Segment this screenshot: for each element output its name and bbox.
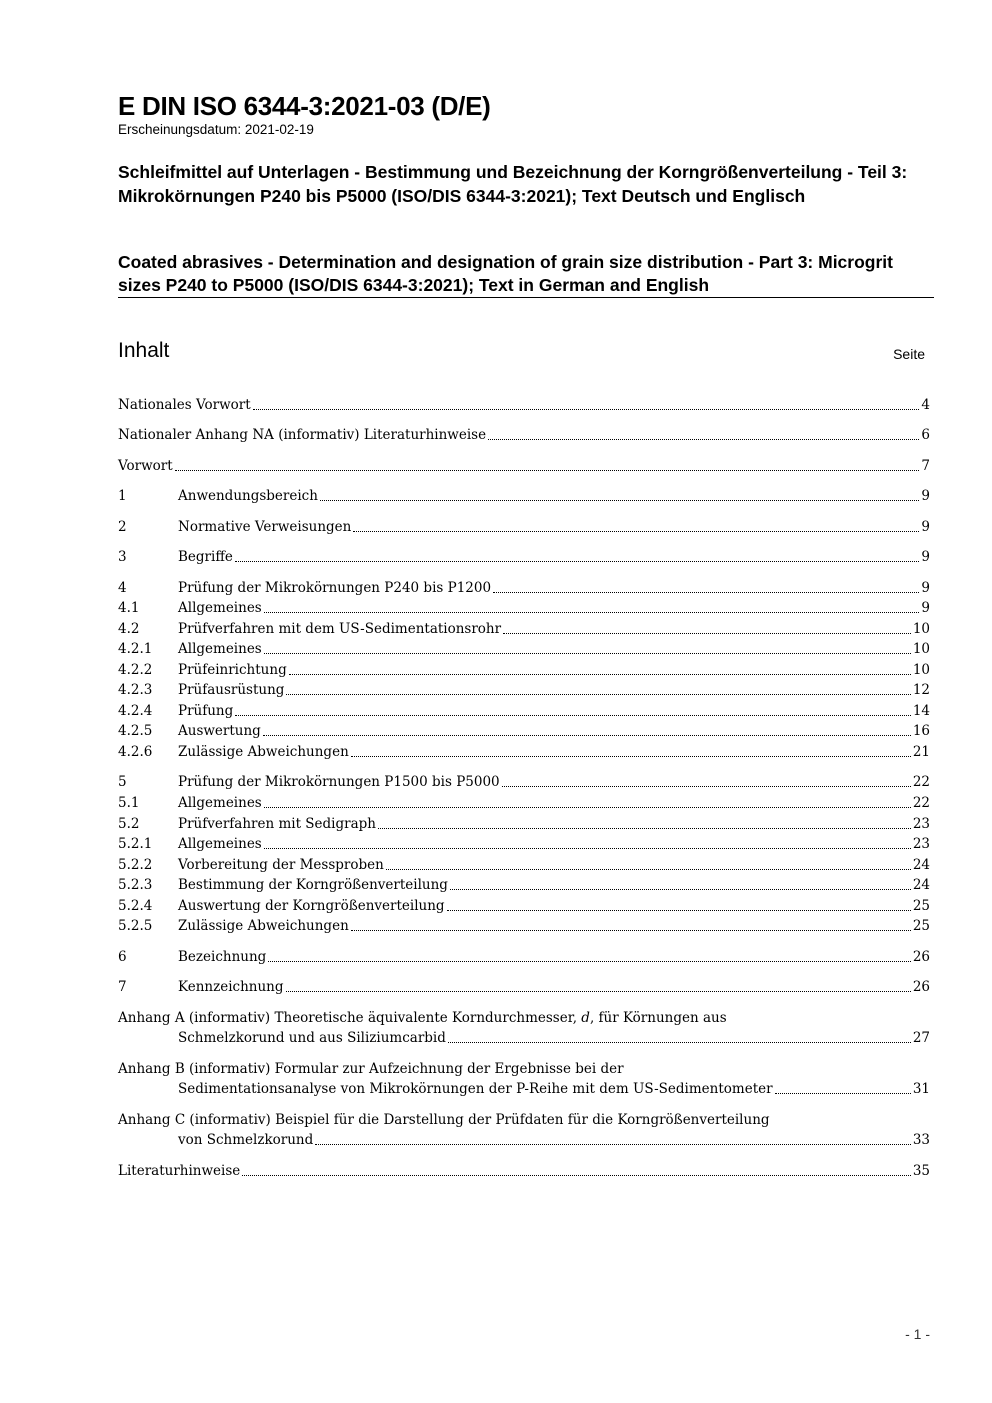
toc-entry[interactable] — [118, 947, 930, 967]
toc-entry-title: Begriffe — [178, 549, 233, 565]
toc-entry[interactable] — [118, 701, 930, 721]
toc-entry-page: 9 — [921, 519, 930, 535]
toc-entry-title: Kennzeichnung — [178, 979, 284, 995]
toc-entry[interactable] — [118, 793, 930, 813]
toc-leader-dots — [268, 947, 911, 962]
toc-entry[interactable] — [118, 680, 930, 700]
toc-leader-dots — [320, 486, 919, 501]
toc-entry-title: Normative Verweisungen — [178, 519, 352, 535]
toc-entry-number: 2 — [118, 519, 127, 535]
toc-entry[interactable] — [118, 578, 930, 598]
toc-entry[interactable] — [118, 742, 930, 762]
toc-entry-title: Bestimmung der Korngrößenverteilung — [178, 877, 448, 893]
toc-entry-page: 14 — [912, 703, 930, 719]
toc-entry[interactable] — [118, 1028, 930, 1048]
toc-entry-page: 26 — [912, 979, 930, 995]
toc-entry[interactable] — [118, 814, 930, 834]
toc-leader-dots — [253, 395, 920, 410]
toc-leader-dots — [235, 701, 911, 716]
toc-entry-page: 7 — [921, 458, 930, 474]
toc-entry-page: 10 — [912, 641, 930, 657]
toc-entry-page: 23 — [912, 836, 930, 852]
toc-leader-dots — [502, 772, 911, 787]
toc-entry-title: Prüfverfahren mit Sedigraph — [178, 816, 376, 832]
toc-entry-page: 10 — [912, 662, 930, 678]
toc-entry[interactable] — [118, 855, 930, 875]
toc-entry-number: 4.2.3 — [118, 682, 153, 698]
toc-leader-dots — [450, 875, 911, 890]
toc-entry-page: 22 — [912, 795, 930, 811]
toc-entry[interactable] — [118, 772, 930, 792]
toc-leader-dots — [351, 742, 911, 757]
toc-entry-title: Sedimentationsanalyse von Mikrokörnungen der P-Reihe mit dem US-Sedimentometer — [178, 1081, 773, 1097]
toc-entry-page: 6 — [921, 427, 930, 443]
toc-entry-page: 12 — [912, 682, 930, 698]
toc-entry-number: 5.2.5 — [118, 918, 153, 934]
toc-entry-title: Prüfung — [178, 703, 234, 719]
toc-entry[interactable] — [118, 834, 930, 854]
page-number: - 1 - — [905, 1326, 930, 1342]
toc-entry-page: 4 — [921, 397, 930, 413]
toc-entry-number: 5.1 — [118, 795, 140, 811]
toc-leader-dots — [378, 814, 911, 829]
toc-leader-dots — [263, 721, 911, 736]
toc-leader-dots — [264, 793, 911, 808]
toc-entry-number: 5.2.3 — [118, 877, 153, 893]
toc-entry-page: 27 — [912, 1030, 930, 1046]
toc-entry-title: Vorwort — [118, 458, 173, 474]
toc-entry[interactable] — [118, 486, 930, 506]
toc-entry[interactable] — [118, 547, 930, 567]
toc-entry-number: 4.2.6 — [118, 744, 153, 760]
toc-entry-page: 33 — [912, 1132, 930, 1148]
toc-entry[interactable] — [118, 639, 930, 659]
toc-entry-title: Vorbereitung der Messproben — [178, 857, 384, 873]
variable-d: d — [581, 1010, 590, 1026]
toc-entry-title: Auswertung — [178, 723, 261, 739]
toc-entry-title: Allgemeines — [178, 836, 262, 852]
toc-entry-title: Auswertung der Korngrößenverteilung — [178, 898, 445, 914]
toc-entry-number: 4.1 — [118, 600, 140, 616]
toc-leader-dots — [286, 977, 911, 992]
toc-entry-page: 35 — [912, 1163, 930, 1179]
toc-annex-a-title[interactable]: Anhang A (informativ) Theoretische äquivalente Korndurchmesser, d, für Körnungen aus — [118, 1010, 727, 1026]
toc-entry-number: 3 — [118, 549, 127, 565]
toc-leader-dots — [175, 456, 920, 471]
toc-entry[interactable] — [118, 619, 930, 639]
toc-entry-title: Allgemeines — [178, 600, 262, 616]
toc-page-column-label: Seite — [893, 346, 925, 362]
toc-entry[interactable] — [118, 456, 930, 476]
toc-leader-dots — [315, 1130, 911, 1145]
toc-entry-number: 6 — [118, 949, 127, 965]
toc-leader-dots — [447, 896, 911, 911]
toc-entry[interactable] — [118, 425, 930, 445]
toc-entry-title: Allgemeines — [178, 795, 262, 811]
toc-leader-dots — [353, 517, 919, 532]
toc-leader-dots — [264, 834, 911, 849]
toc-entry-number: 5.2.4 — [118, 898, 153, 914]
toc-entry[interactable] — [118, 1161, 930, 1181]
toc-leader-dots — [448, 1028, 911, 1043]
title-divider — [118, 297, 934, 298]
toc-annex-b-title[interactable]: Anhang B (informativ) Formular zur Aufzeichnung der Ergebnisse bei der — [118, 1061, 624, 1077]
toc-entry-page: 9 — [921, 600, 930, 616]
toc-entry-title: Zulässige Abweichungen — [178, 744, 349, 760]
toc-entry-title: Prüfverfahren mit dem US-Sedimentationsrohr — [178, 621, 502, 637]
toc-entry[interactable] — [118, 395, 930, 415]
toc-entry[interactable] — [118, 1130, 930, 1150]
toc-entry-number: 7 — [118, 979, 127, 995]
toc-entry[interactable] — [118, 1079, 930, 1099]
toc-leader-dots — [493, 578, 919, 593]
toc-entry-number: 4.2.5 — [118, 723, 153, 739]
toc-entry[interactable] — [118, 916, 930, 936]
toc-entry-page: 16 — [912, 723, 930, 739]
toc-entry-page: 24 — [912, 877, 930, 893]
toc-entry[interactable] — [118, 517, 930, 537]
toc-entry-number: 5.2.2 — [118, 857, 153, 873]
toc-entry-page: 31 — [912, 1081, 930, 1097]
toc-entry-page: 9 — [921, 488, 930, 504]
toc-entry-title: Prüfung der Mikrokörnungen P1500 bis P5000 — [178, 774, 500, 790]
toc-entry-page: 23 — [912, 816, 930, 832]
toc-leader-dots — [775, 1079, 911, 1094]
toc-entry-page: 24 — [912, 857, 930, 873]
toc-leader-dots — [286, 680, 910, 695]
toc-entry-title: Allgemeines — [178, 641, 262, 657]
toc-entry-page: 22 — [912, 774, 930, 790]
toc-leader-dots — [289, 660, 911, 675]
toc-entry-number: 1 — [118, 488, 127, 504]
toc-entry-page: 21 — [912, 744, 930, 760]
toc-entry-number: 5 — [118, 774, 127, 790]
toc-entry-number: 4.2 — [118, 621, 140, 637]
toc-leader-dots — [488, 425, 919, 440]
toc-entry-number: 4 — [118, 580, 127, 596]
publication-date: Erscheinungsdatum: 2021-02-19 — [118, 122, 314, 137]
document-id: E DIN ISO 6344-3:2021-03 (D/E) — [118, 91, 491, 121]
toc-leader-dots — [264, 639, 911, 654]
toc-entry-title: Schmelzkorund und aus Siliziumcarbid — [178, 1030, 446, 1046]
toc-entry-page: 9 — [921, 549, 930, 565]
toc-entry-title: Nationales Vorwort — [118, 397, 251, 413]
toc-entry-page: 25 — [912, 898, 930, 914]
toc-entry-title: Anwendungsbereich — [178, 488, 318, 504]
toc-entry-page: 25 — [912, 918, 930, 934]
toc-leader-dots — [351, 916, 911, 931]
toc-entry-title: von Schmelzkorund — [178, 1132, 314, 1148]
title-english: Coated abrasives - Determination and designation of grain size distribution - Part 3: Microgrit sizes P240 to P5000 (ISO/DIS 6344-3:2021); Text in German and English — [118, 252, 893, 295]
title-german: Schleifmittel auf Unterlagen - Bestimmung und Bezeichnung der Korngrößenverteilung - Teil 3: Mikrokörnungen P240 bis P5000 (ISO/DIS 6344-3:2021); Text Deutsch und Englisch — [118, 162, 908, 206]
toc-entry-number: 4.2.2 — [118, 662, 153, 678]
toc-leader-dots — [235, 547, 920, 562]
toc-entry-number: 5.2.1 — [118, 836, 153, 852]
toc-entry-number: 4.2.1 — [118, 641, 153, 657]
toc-leader-dots — [503, 619, 911, 634]
toc-entry-title: Literaturhinweise — [118, 1163, 241, 1179]
toc-entry-page: 10 — [912, 621, 930, 637]
toc-leader-dots — [386, 855, 911, 870]
toc-entry-page: 26 — [912, 949, 930, 965]
toc-entry-title: Nationaler Anhang NA (informativ) Literaturhinweise — [118, 427, 487, 443]
toc-leader-dots — [242, 1161, 911, 1176]
toc-entry-page: 9 — [921, 580, 930, 596]
toc-entry-title: Zulässige Abweichungen — [178, 918, 349, 934]
toc-annex-c-title[interactable]: Anhang C (informativ) Beispiel für die Darstellung der Prüfdaten für die Korngrößenverteilung — [118, 1112, 770, 1128]
toc-entry-title: Prüfeinrichtung — [178, 662, 287, 678]
toc-entry[interactable] — [118, 598, 930, 618]
toc-entry-number: 4.2.4 — [118, 703, 153, 719]
toc-entry[interactable] — [118, 896, 930, 916]
toc-heading: Inhalt — [118, 339, 170, 362]
toc-entry-number: 5.2 — [118, 816, 140, 832]
toc-entry[interactable] — [118, 721, 930, 741]
toc-leader-dots — [264, 598, 920, 613]
toc-entry-title: Prüfausrüstung — [178, 682, 285, 698]
toc-entry[interactable] — [118, 660, 930, 680]
toc-entry[interactable] — [118, 977, 930, 997]
toc-entry-title: Bezeichnung — [178, 949, 267, 965]
toc-entry[interactable] — [118, 875, 930, 895]
toc-entry-title: Prüfung der Mikrokörnungen P240 bis P1200 — [178, 580, 492, 596]
